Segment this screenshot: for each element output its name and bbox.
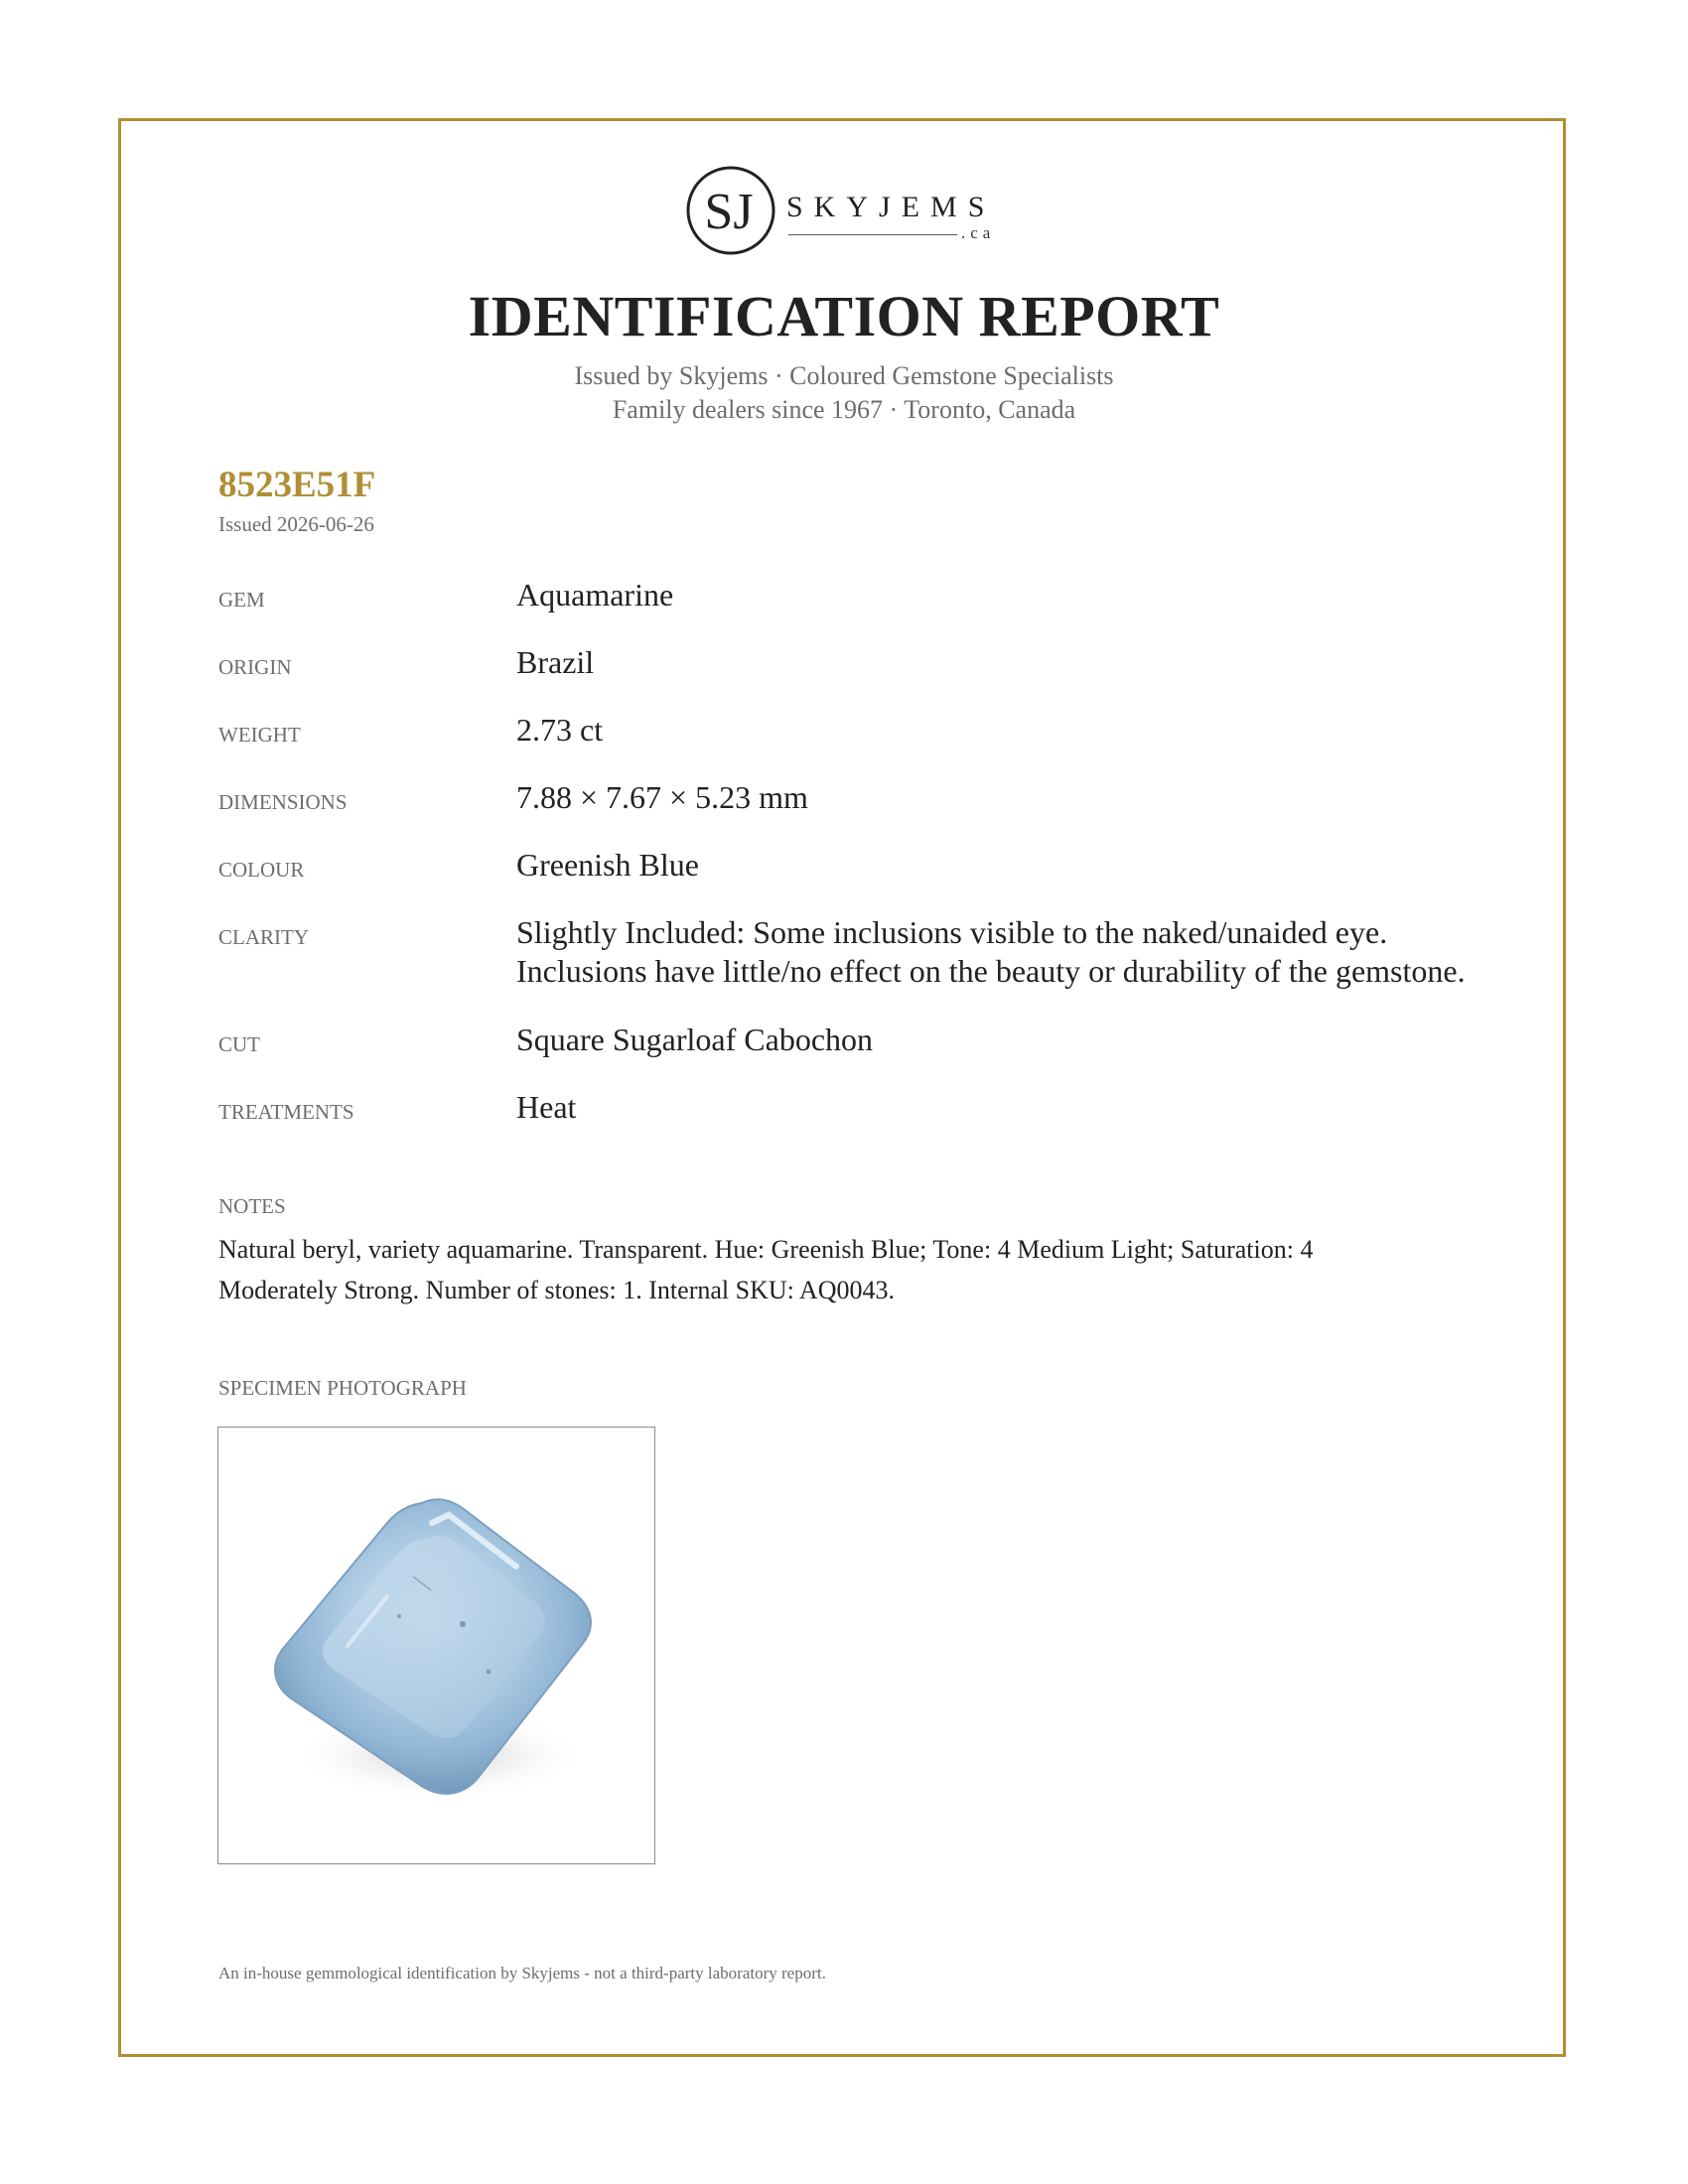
detail-label: CUT: [218, 1032, 260, 1056]
detail-value: Square Sugarloaf Cabochon: [516, 1022, 874, 1057]
detail-row-weight: [218, 711, 1509, 778]
detail-label: GEM: [218, 588, 265, 612]
svg-text:SJ: SJ: [704, 184, 754, 240]
report-id: 8523E51F: [218, 465, 376, 505]
detail-row-dimensions: [218, 778, 1509, 846]
detail-label: WEIGHT: [218, 723, 301, 747]
detail-value: Aquamarine: [516, 577, 674, 613]
detail-row-gem: [218, 576, 1509, 643]
brand-tld: .ca: [961, 223, 996, 242]
detail-row-colour: [218, 846, 1509, 913]
issue-date: Issued 2026-06-26: [218, 512, 374, 536]
photo-label: SPECIMEN PHOTOGRAPH: [218, 1376, 467, 1400]
issuer-subtitle: Issued by Skyjems · Coloured Gemstone Specialists: [574, 361, 1114, 390]
aquamarine-cabochon-image: [218, 1428, 653, 1862]
detail-label: CLARITY: [218, 925, 309, 949]
footer-disclaimer: An in-house gemmological identification by Skyjems - not a third-party laboratory report.: [218, 1964, 826, 1982]
detail-value: 7.88 × 7.67 × 5.23 mm: [516, 779, 808, 815]
brand-name: SKYJEMS: [786, 191, 996, 223]
detail-value: Slightly Included: Some inclusions visible to the naked/unaided eye. Inclusions have little/no effect on the beauty or durability of the gemstone.: [516, 914, 1466, 989]
detail-value: Greenish Blue: [516, 847, 699, 883]
dealer-subtitle: Family dealers since 1967 · Toronto, Canada: [612, 395, 1076, 424]
notes-text: Natural beryl, variety aquamarine. Transparent. Hue: Greenish Blue; Tone: 4 Medium Light; Saturation: 4 Moderately Strong. Number of stones: 1. Internal SKU: AQ0043.: [218, 1235, 1314, 1304]
detail-value: 2.73 ct: [516, 712, 604, 748]
detail-label: ORIGIN: [218, 655, 292, 679]
detail-label: DIMENSIONS: [218, 790, 348, 814]
detail-row-clarity: [218, 913, 1509, 1021]
sj-monogram-icon: [685, 165, 776, 256]
skyjems-logo: [685, 165, 1003, 262]
specimen-photo: [217, 1427, 655, 1864]
detail-label: COLOUR: [218, 858, 305, 882]
detail-value: Brazil: [516, 644, 595, 680]
gem-details: [218, 576, 1509, 1156]
notes-label: NOTES: [218, 1194, 286, 1218]
brand-rule: [788, 234, 957, 235]
detail-value: Heat: [516, 1089, 577, 1125]
page-title: IDENTIFICATION REPORT: [468, 284, 1220, 348]
detail-row-treatments: [218, 1088, 1509, 1156]
detail-row-origin: [218, 643, 1509, 711]
detail-label: TREATMENTS: [218, 1100, 354, 1124]
detail-row-cut: [218, 1021, 1509, 1088]
